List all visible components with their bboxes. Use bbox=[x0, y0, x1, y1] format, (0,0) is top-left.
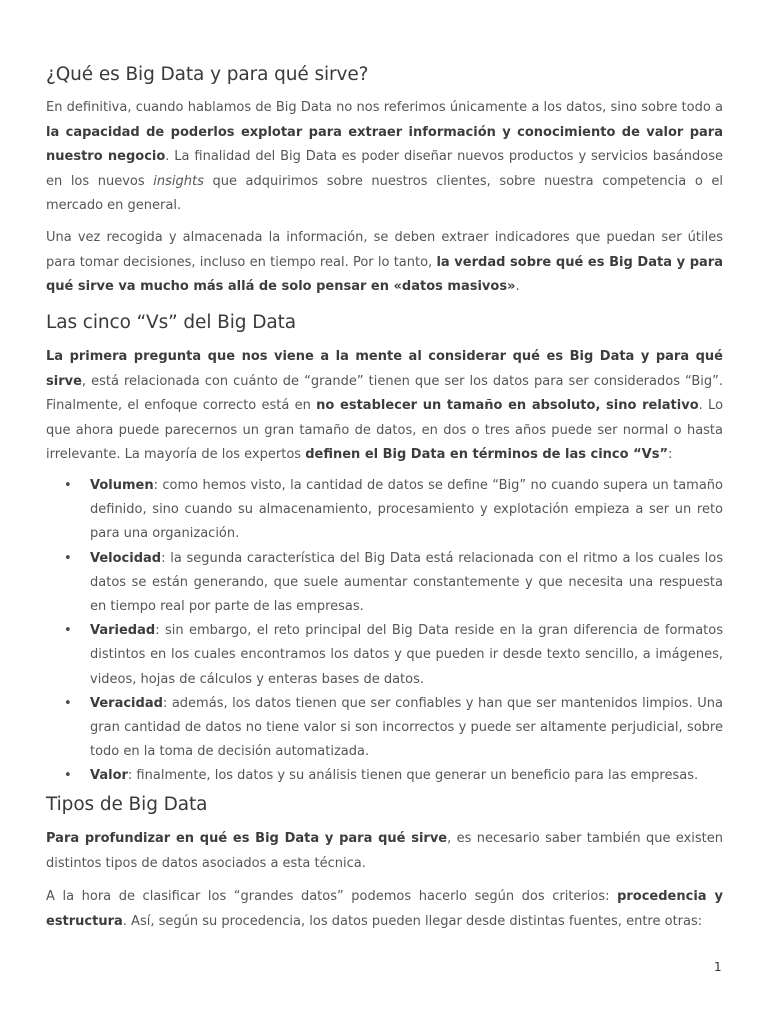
bold-text: Variedad bbox=[90, 623, 156, 639]
text-run: , está relacionada con cuánto de “grande” tienen que ser los datos para ser considerados “Big”. Finalmente, el enfoque correcto está en bbox=[46, 373, 723, 413]
list-cinco-vs bbox=[46, 474, 723, 789]
text-run: . bbox=[515, 279, 520, 294]
list-item bbox=[46, 474, 723, 547]
list-item bbox=[46, 619, 723, 692]
bold-text: la verdad sobre qué es Big Data y para qué sirve va mucho más allá de solo pensar en «datos masivos» bbox=[46, 254, 723, 294]
paragraph-recogida bbox=[46, 226, 723, 300]
text-run: . Lo que ahora puede parecernos un gran tamaño de datos, en dos o tres años puede ser normal o hasta irrelevante. La mayoría de los expertos bbox=[46, 398, 724, 462]
bold-text: Velocidad bbox=[90, 550, 162, 566]
text-run: A la hora de clasificar los “grandes datos” podemos hacerlo según dos criterios: bbox=[46, 889, 618, 904]
text-run: : la segunda característica del Big Data está relacionada con el ritmo a los cuales los datos se están generando, que suele aumentar constantemente y que necesita una respuesta en tiempo real por parte de las empresas. bbox=[90, 550, 723, 615]
text-run: , es necesario saber también que existen distintos tipos de datos asociados a esta técnica. bbox=[46, 831, 723, 871]
bold-text: Volumen bbox=[90, 478, 154, 493]
italic-text: insights bbox=[153, 173, 204, 189]
text-run: . La finalidad del Big Data es poder diseñar nuevos productos y servicios basándose en los nuevos bbox=[46, 149, 723, 189]
list-item bbox=[46, 692, 723, 765]
bold-text: procedencia y estructura bbox=[46, 889, 723, 929]
bold-text: definen el Big Data en términos de las cinco “Vs” bbox=[305, 447, 668, 462]
paragraph-profundizar bbox=[46, 827, 723, 876]
text-run: Una vez recogida y almacenada la información, se deben extraer indicadores que puedan ser útiles para tomar decisiones, incluso en tiempo real. Por lo tanto, bbox=[46, 230, 723, 270]
text-run: : finalmente, los datos y su análisis tienen que generar un beneficio para las empresas. bbox=[127, 768, 699, 784]
page-number: 1 bbox=[714, 960, 722, 974]
bold-text: no establecer un tamaño en absoluto, sino relativo bbox=[316, 398, 699, 413]
heading-que-es-big-data: ¿Qué es Big Data y para qué sirve? bbox=[46, 64, 369, 85]
bold-text: La primera pregunta que nos viene a la mente al considerar qué es Big Data y para qué sirve bbox=[46, 349, 723, 389]
paragraph-definicion bbox=[46, 96, 723, 219]
text-run: : como hemos visto, la cantidad de datos se define “Big” no cuando supera un tamaño definido, sino cuando su almacenamiento, procesamiento y explotación empieza a ser un reto para una organización. bbox=[90, 478, 723, 542]
text-run: . Así, según su procedencia, los datos pueden llegar desde distintas fuentes, entre otras: bbox=[122, 913, 703, 929]
text-run: : además, los datos tienen que ser confiables y han que ser mantenidos limpios. Una gran cantidad de datos no tiene valor si son incorrectos y puede ser altamente perjudicial, sobre todo en la toma de decisión automatizada. bbox=[90, 695, 723, 760]
list-item bbox=[46, 547, 723, 620]
text-run: que adquirimos sobre nuestros clientes, sobre nuestra competencia o el mercado en general. bbox=[46, 173, 724, 213]
list-item bbox=[46, 764, 723, 788]
text-run: En definitiva, cuando hablamos de Big Data no nos referimos únicamente a los datos, sino sobre todo a bbox=[46, 100, 723, 115]
bold-text: la capacidad de poderlos explotar para extraer información y conocimiento de valor para nuestro negocio bbox=[46, 124, 723, 164]
text-run: : sin embargo, el reto principal del Big Data reside en la gran diferencia de formatos distintos en los cuales encontramos los datos y que pueden ir desde texto sencillo, a imágenes, videos, hojas de cálculos y enteras bases de datos. bbox=[90, 623, 723, 687]
bold-text: Valor bbox=[90, 768, 128, 784]
text-run: : bbox=[667, 447, 673, 462]
heading-cinco-vs: Las cinco “Vs” del Big Data bbox=[46, 312, 296, 333]
paragraph-primera-pregunta bbox=[46, 345, 723, 468]
heading-tipos: Tipos de Big Data bbox=[46, 794, 208, 815]
bold-text: Veracidad bbox=[90, 695, 163, 711]
bold-text: Para profundizar en qué es Big Data y para qué sirve bbox=[46, 831, 448, 846]
paragraph-clasificar bbox=[46, 885, 723, 934]
